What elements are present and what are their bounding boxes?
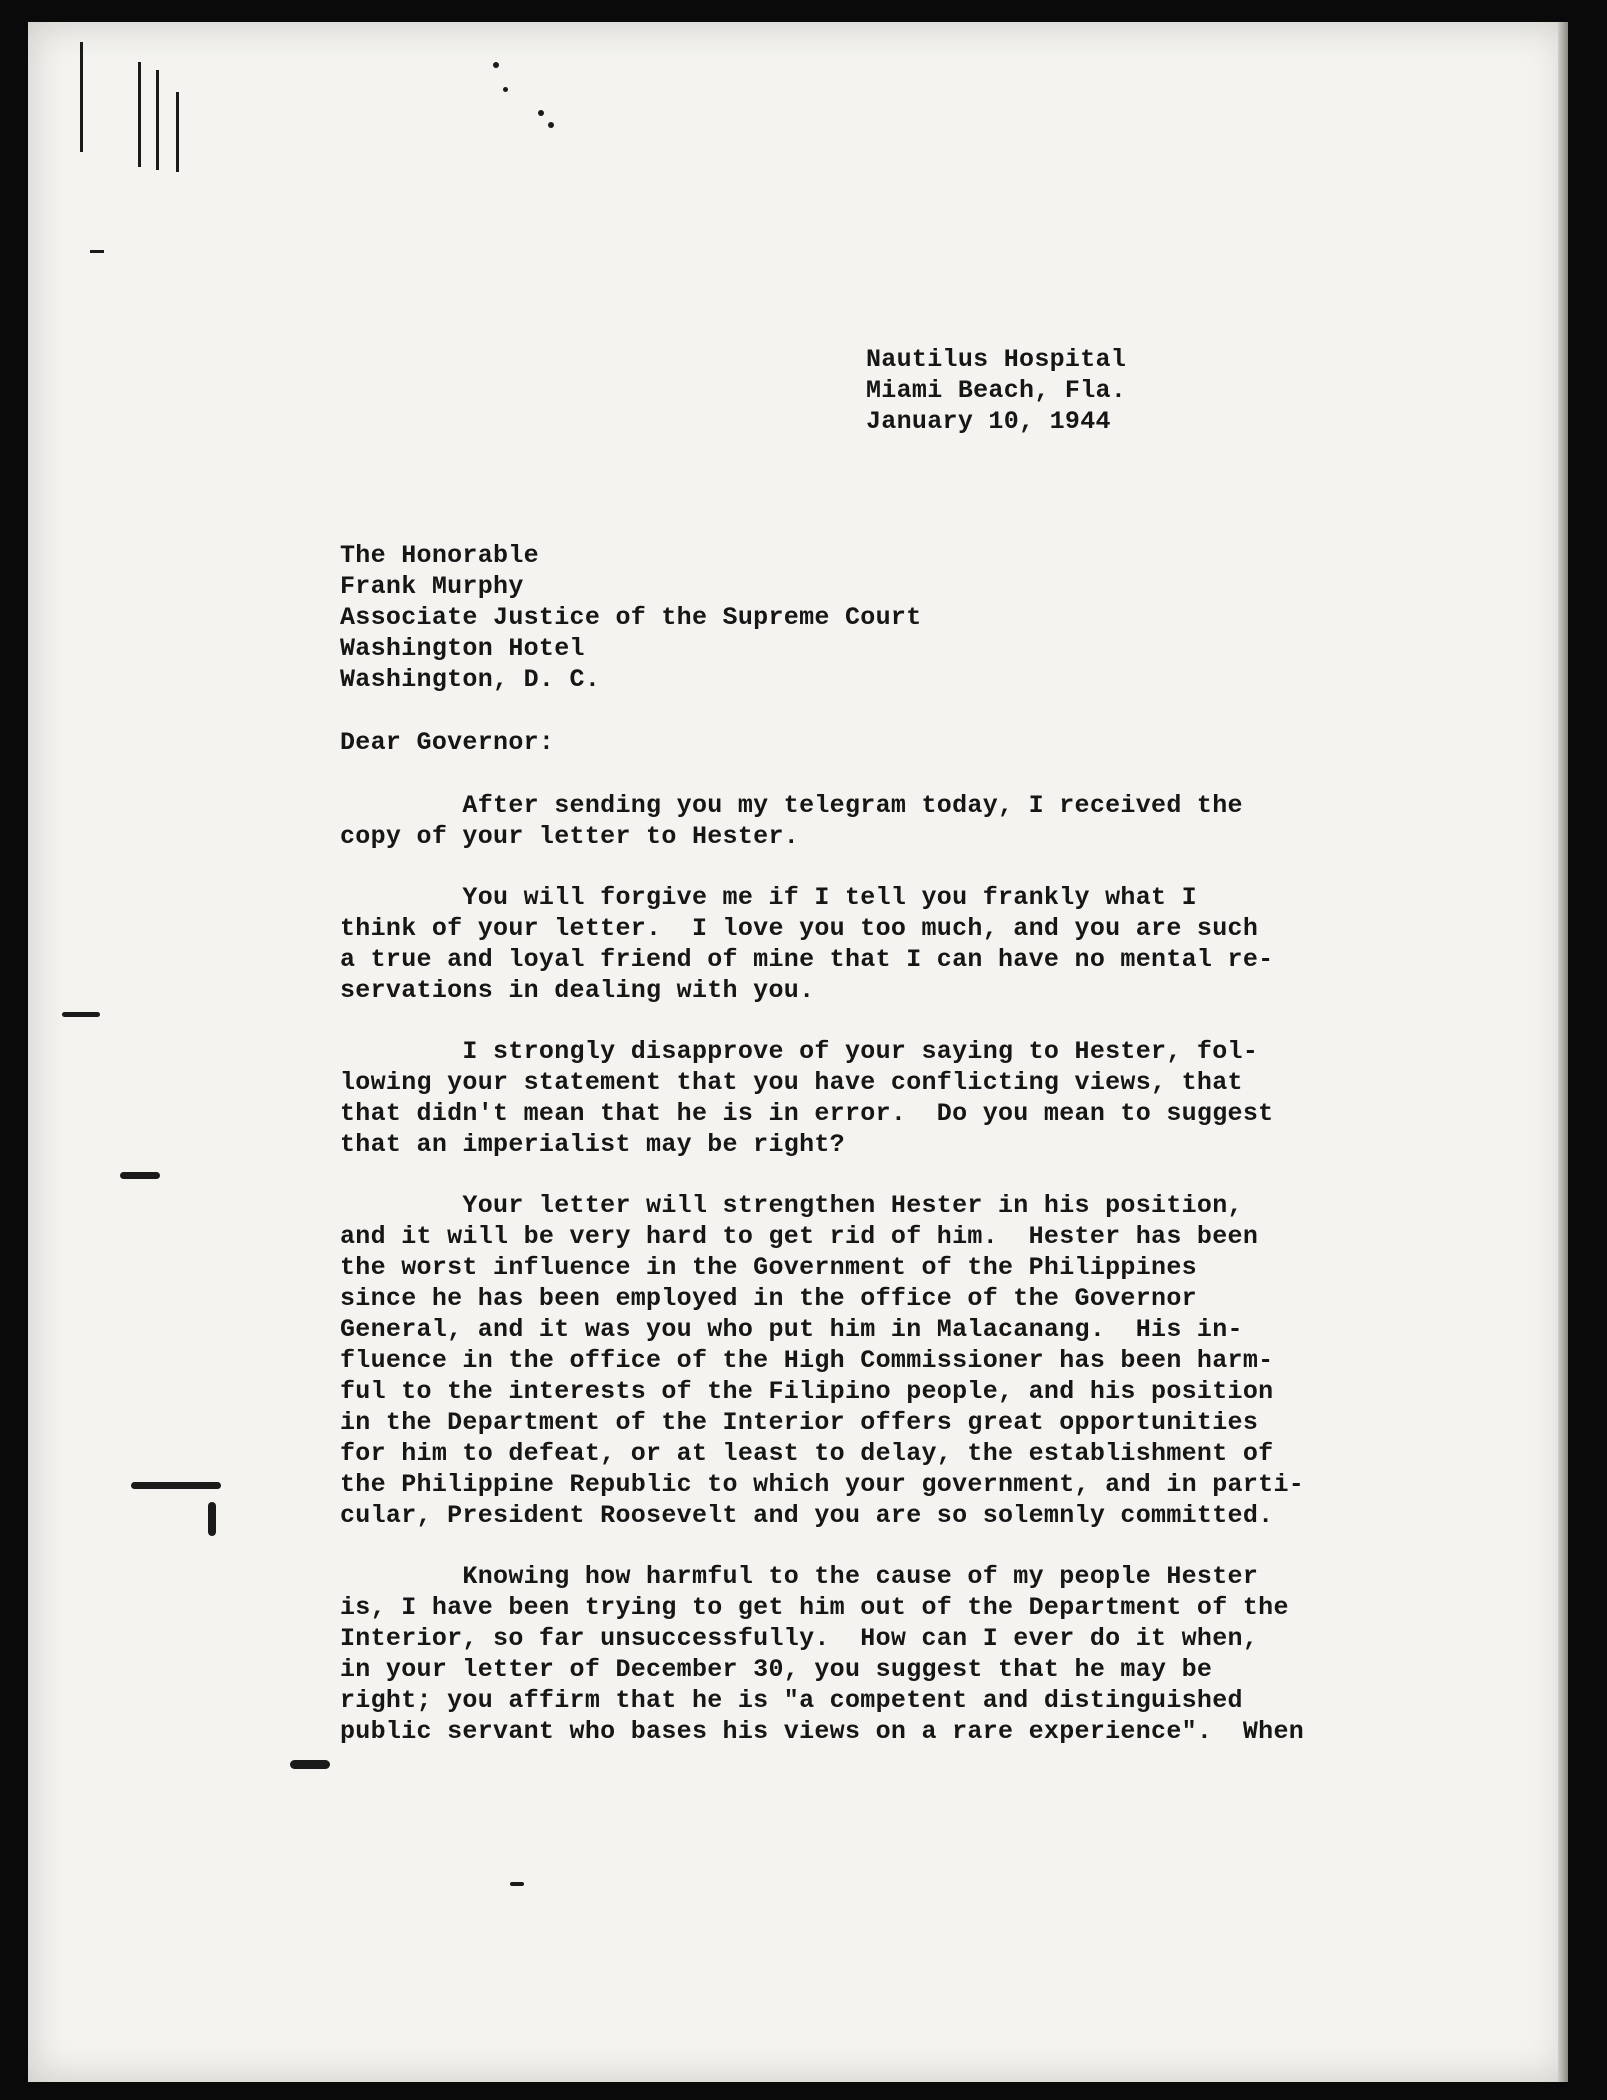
scan-mark-top-left-1 [80,42,83,152]
recipient-name: Frank Murphy [340,572,524,601]
body-line: public servant who bases his views on a rare experience". When [340,1717,1305,1746]
recipient-title: The Honorable [340,541,539,570]
body-line: Knowing how harmful to the cause of my people Hester [340,1562,1259,1591]
body-line: You will forgive me if I tell you frankly what I [340,883,1197,912]
body-line: for him to defeat, or at least to delay, the establishment of [340,1439,1274,1468]
recipient-address-block [340,540,922,695]
body-line: is, I have been trying to get him out of the Department of the [340,1593,1289,1622]
paragraph-2 [340,882,1340,1006]
salutation: Dear Governor: [340,728,555,757]
paragraph-5 [340,1561,1340,1747]
recipient-city: Washington, D. C. [340,665,601,694]
letterhead-place: Nautilus Hospital [866,345,1127,374]
scan-mark-top-left-3 [156,70,159,170]
letter-page [28,22,1568,2082]
body-line: copy of your letter to Hester. [340,822,800,851]
punch-mark-2 [120,1172,160,1179]
body-line: ful to the interests of the Filipino people, and his position [340,1377,1274,1406]
scan-dot-top-2 [503,87,508,92]
body-line: I strongly disapprove of your saying to Hester, fol- [340,1037,1259,1066]
body-line: that didn't mean that he is in error. Do you mean to suggest [340,1099,1274,1128]
body-line: After sending you my telegram today, I received the [340,791,1243,820]
scan-dot-top-4 [548,122,554,128]
body-line: fluence in the office of the High Commissioner has been harm- [340,1346,1274,1375]
body-line: think of your letter. I love you too much, and you are such [340,914,1259,943]
scan-mark-top-left-2 [138,62,141,167]
scan-dot-top-3 [538,110,544,116]
punch-mark-5 [290,1760,330,1769]
body-line: the Philippine Republic to which your government, and in parti- [340,1470,1305,1499]
punch-mark-3 [131,1482,221,1489]
body-line: Your letter will strengthen Hester in his position, [340,1191,1243,1220]
recipient-hotel: Washington Hotel [340,634,585,663]
body-line: General, and it was you who put him in Malacanang. His in- [340,1315,1243,1344]
body-line: servations in dealing with you. [340,976,815,1005]
body-line: lowing your statement that you have conflicting views, that [340,1068,1243,1097]
punch-mark-4 [208,1502,216,1536]
body-line: a true and loyal friend of mine that I can have no mental re- [340,945,1274,974]
body-line: the worst influence in the Government of the Philippines [340,1253,1197,1282]
letterhead-date: January 10, 1944 [866,407,1111,436]
scan-dot-top-1 [493,62,499,68]
body-line: since he has been employed in the office of the Governor [340,1284,1197,1313]
body-line: in your letter of December 30, you suggest that he may be [340,1655,1213,1684]
letterhead-block [866,344,1126,437]
paragraph-3 [340,1036,1340,1160]
paragraph-4 [340,1190,1340,1531]
body-line: cular, President Roosevelt and you are so solemnly committed. [340,1501,1274,1530]
scan-mark-top-left-4 [176,92,179,172]
body-line: right; you affirm that he is "a competent and distinguished [340,1686,1243,1715]
body-line: in the Department of the Interior offers great opportunities [340,1408,1259,1437]
punch-mark-1 [62,1012,100,1017]
body-line: Interior, so far unsuccessfully. How can I ever do it when, [340,1624,1259,1653]
scan-mark-top-left-5 [90,250,104,253]
page-edge-shadow [1558,22,1568,2082]
body-line: that an imperialist may be right? [340,1130,845,1159]
body-line: and it will be very hard to get rid of him. Hester has been [340,1222,1259,1251]
letterhead-city: Miami Beach, Fla. [866,376,1127,405]
scan-dash-bottom [510,1882,524,1886]
recipient-position: Associate Justice of the Supreme Court [340,603,922,632]
paragraph-1 [340,790,1340,852]
letter-body [340,790,1340,1777]
